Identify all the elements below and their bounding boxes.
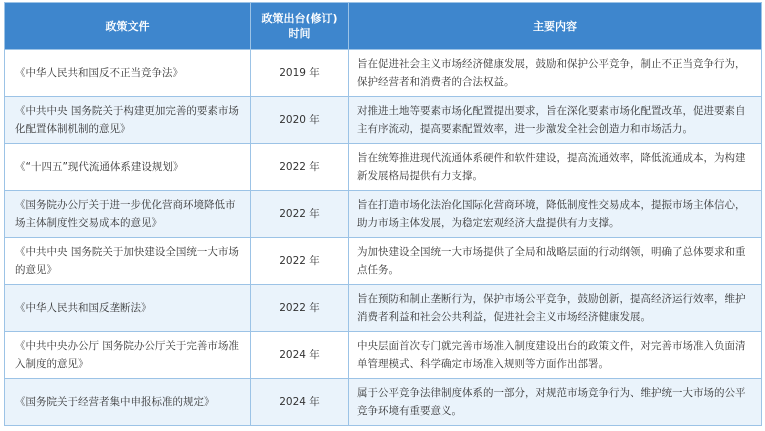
table-row: [5, 285, 762, 332]
table-row: [5, 379, 762, 426]
header-row: [5, 3, 762, 50]
issue-year-cell: 2022 年: [251, 191, 349, 238]
issue-year-cell: 2020 年: [251, 97, 349, 144]
policy-document-cell: 《“十四五”现代流通体系建设规划》: [5, 144, 251, 191]
policy-table-container: [4, 2, 761, 426]
main-content-cell: 旨在打造市场化法治化国际化营商环境，降低制度性交易成本，提振市场主体信心，助力市场主体发展，为稳定宏观经济大盘提供有力支撑。: [349, 191, 762, 238]
table-row: [5, 97, 762, 144]
main-content-cell: 中央层面首次专门就完善市场准入制度建设出台的政策文件，对完善市场准入负面清单管理模式、科学确定市场准入规则等方面作出部署。: [349, 332, 762, 379]
main-content-cell: 属于公平竞争法律制度体系的一部分，对规范市场竞争行为、维护统一大市场的公平竞争环境有重要意义。: [349, 379, 762, 426]
main-content-cell: 为加快建设全国统一大市场提供了全局和战略层面的行动纲领，明确了总体要求和重点任务。: [349, 238, 762, 285]
policy-document-cell: 《中华人民共和国反不正当竞争法》: [5, 50, 251, 97]
table-row: [5, 332, 762, 379]
issue-year-cell: 2022 年: [251, 285, 349, 332]
table-header: [5, 3, 762, 50]
policy-document-cell: 《国务院办公厅关于进一步优化营商环境降低市场主体制度性交易成本的意见》: [5, 191, 251, 238]
header-issue-time-label: 政策出台(修订) 时间: [261, 12, 338, 40]
header-main-content: 主要内容: [349, 3, 762, 50]
issue-year-cell: 2022 年: [251, 238, 349, 285]
policy-document-cell: 《中华人民共和国反垄断法》: [5, 285, 251, 332]
policy-document-cell: 《中共中央办公厅 国务院办公厅关于完善市场准入制度的意见》: [5, 332, 251, 379]
main-content-cell: 旨在统筹推进现代流通体系硬件和软件建设，提高流通效率，降低流通成本，为构建新发展格局提供有力支撑。: [349, 144, 762, 191]
policy-document-cell: 《中共中央 国务院关于构建更加完善的要素市场化配置体制机制的意见》: [5, 97, 251, 144]
main-content-cell: 旨在预防和制止垄断行为，保护市场公平竞争，鼓励创新，提高经济运行效率，维护消费者利益和社会公共利益，促进社会主义市场经济健康发展。: [349, 285, 762, 332]
main-content-cell: 对推进土地等要素市场化配置提出要求，旨在深化要素市场化配置改革，促进要素自主有序流动，提高要素配置效率，进一步激发全社会创造力和市场活力。: [349, 97, 762, 144]
issue-year-cell: 2024 年: [251, 379, 349, 426]
table-body: [5, 50, 762, 426]
header-issue-time: [251, 3, 349, 50]
policy-document-cell: 《国务院关于经营者集中申报标准的规定》: [5, 379, 251, 426]
table-row: [5, 144, 762, 191]
table-row: [5, 238, 762, 285]
table-row: [5, 191, 762, 238]
policy-table: [4, 2, 762, 426]
issue-year-cell: 2019 年: [251, 50, 349, 97]
policy-document-cell: 《中共中央 国务院关于加快建设全国统一大市场的意见》: [5, 238, 251, 285]
main-content-cell: 旨在促进社会主义市场经济健康发展，鼓励和保护公平竞争，制止不正当竞争行为，保护经营者和消费者的合法权益。: [349, 50, 762, 97]
header-policy-document: 政策文件: [5, 3, 251, 50]
table-row: [5, 50, 762, 97]
issue-year-cell: 2022 年: [251, 144, 349, 191]
issue-year-cell: 2024 年: [251, 332, 349, 379]
